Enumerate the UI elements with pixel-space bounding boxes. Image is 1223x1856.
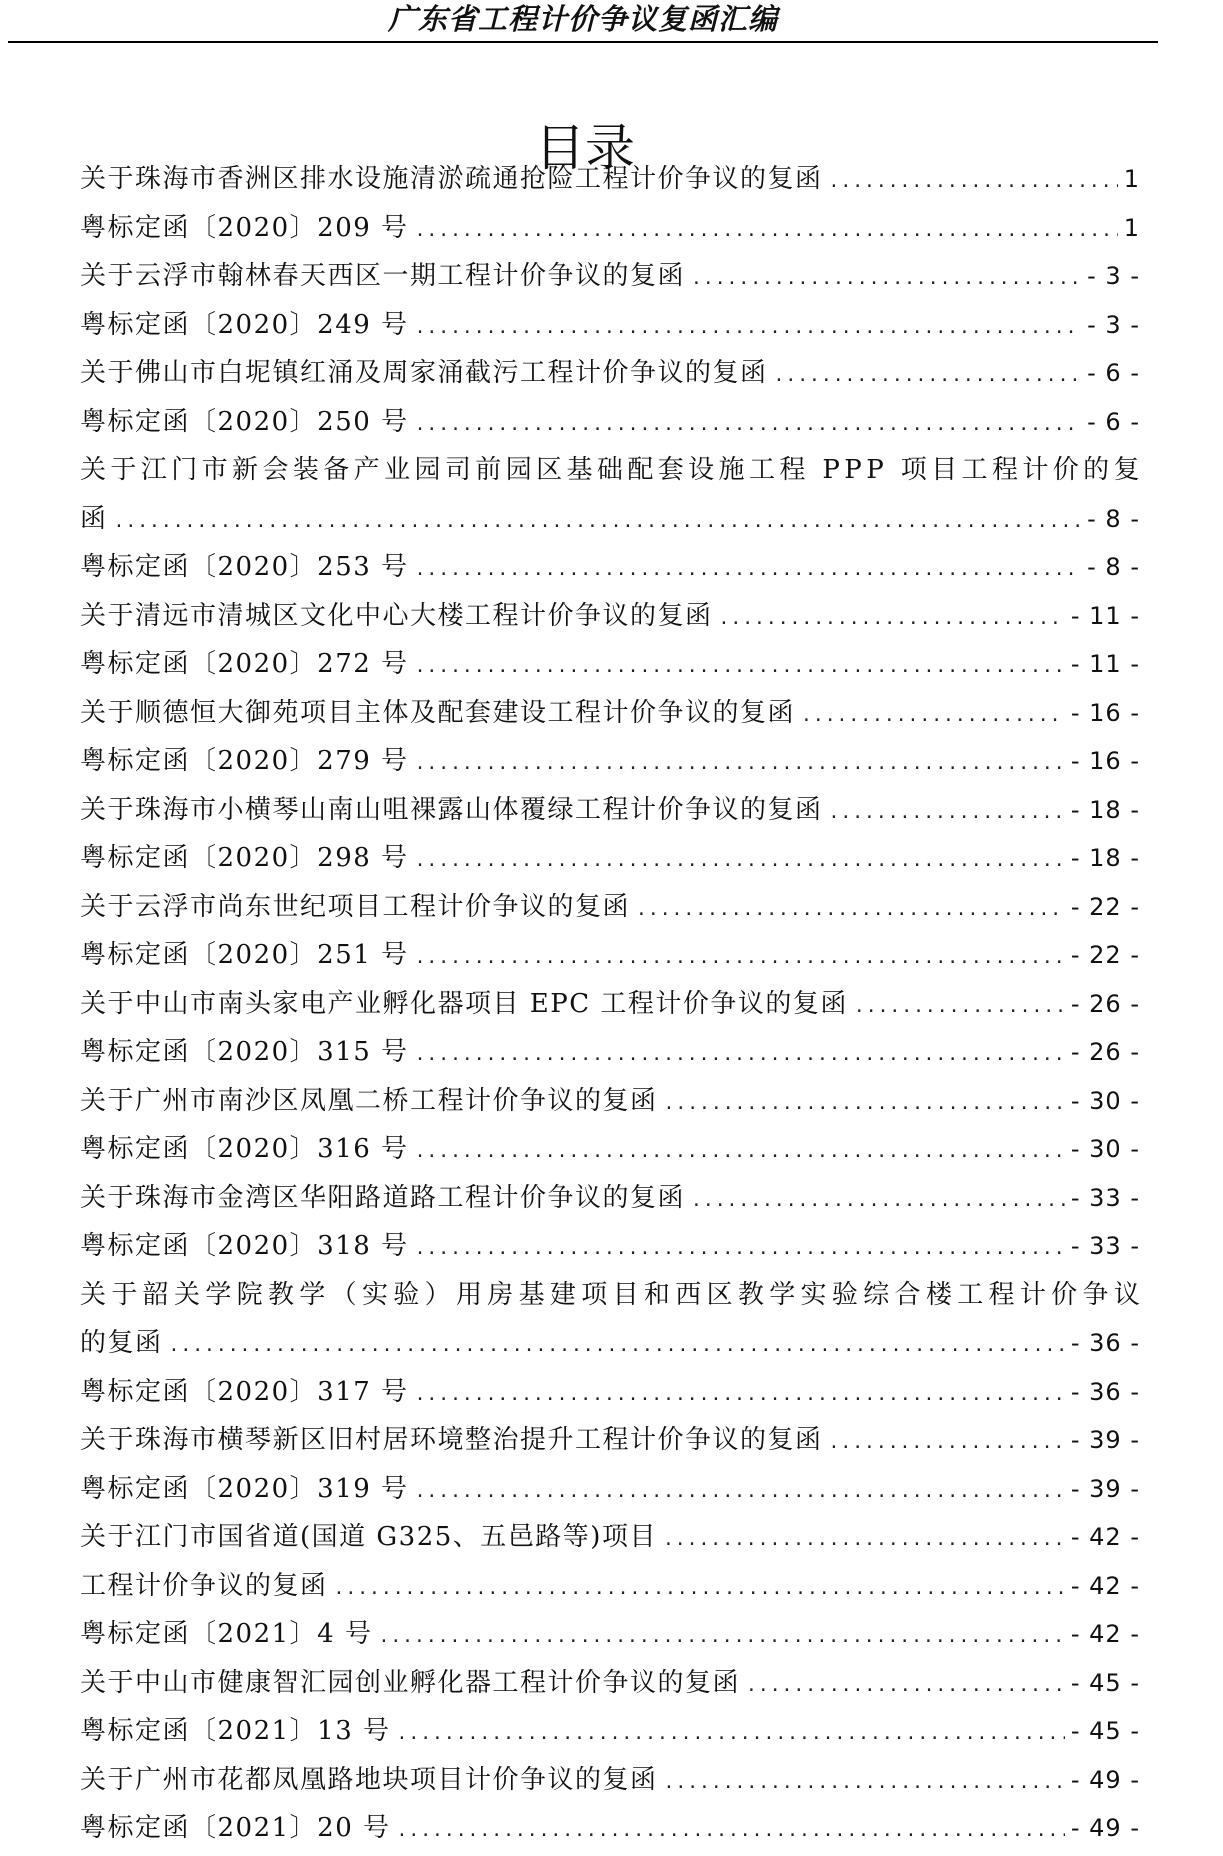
toc-entry-title: 关于珠海市金湾区华阳路道路工程计价争议的复函 (80, 1182, 686, 1213)
toc-entry[interactable] (80, 834, 1140, 883)
toc-dot-leader (397, 1710, 1065, 1759)
toc-entry[interactable] (80, 1756, 1140, 1805)
toc-entry-title: 粤标定函〔2020〕249 号 (80, 309, 409, 340)
toc-entry-title: 关于广州市南沙区凤凰二桥工程计价争议的复函 (80, 1085, 658, 1116)
toc-entry[interactable] (80, 301, 1140, 350)
toc-entry-title: 粤标定函〔2020〕253 号 (80, 552, 409, 582)
toc-entry-title: 粤标定函〔2020〕318 号 (80, 1231, 409, 1261)
toc-entry[interactable] (80, 1562, 1140, 1611)
toc-dot-leader (774, 352, 1082, 401)
toc-entry-title: 关 于 江 门 市 新 会 装 备 产 业 园 司 前 园 区 基 础 配 套 设 施 工 程 P P P 项 目 工 程 计 价 的 复 (80, 455, 1140, 485)
toc-page-number: - 33 - (1070, 1232, 1140, 1260)
toc-page-number: - 39 - (1070, 1474, 1140, 1503)
toc-page-number: - 36 - (1070, 1329, 1140, 1357)
toc-page-number: - 22 - (1070, 892, 1140, 921)
toc-dot-leader (829, 1419, 1065, 1468)
toc-entry-title: 关于佛山市白坭镇红涌及周家涌截污工程计价争议的复函 (80, 358, 768, 388)
toc-entry-title: 关于中山市南头家电产业孵化器项目 EPC 工程计价争议的复函 (80, 988, 848, 1019)
toc-entry[interactable] (80, 1174, 1140, 1223)
toc-entry-title: 粤标定函〔2020〕316 号 (80, 1134, 409, 1164)
toc-page-number: - 18 - (1070, 844, 1140, 872)
toc-page-number: - 6 - (1087, 407, 1140, 436)
toc-dot-leader (829, 158, 1118, 207)
toc-entry-title: 粤标定函〔2020〕319 号 (80, 1473, 409, 1504)
toc-entry-title: 关于广州市花都凤凰路地块项目计价争议的复函 (80, 1764, 658, 1795)
toc-page-number: - 8 - (1087, 504, 1140, 533)
toc-entry[interactable] (80, 1319, 1140, 1368)
toc-dot-leader (415, 1468, 1065, 1517)
toc-dot-leader (334, 1565, 1065, 1614)
toc-entry[interactable] (80, 980, 1140, 1029)
toc-dot-leader (415, 934, 1065, 983)
toc-dot-leader (691, 1177, 1065, 1226)
toc-dot-leader (415, 1225, 1065, 1274)
toc-entry-title: 粤标定函〔2020〕298 号 (80, 843, 409, 873)
toc-entry[interactable] (80, 446, 1140, 495)
toc-entry[interactable] (80, 1610, 1140, 1659)
toc-entry[interactable] (80, 495, 1140, 544)
toc-page-number: - 45 - (1070, 1668, 1140, 1697)
toc-page-number: - 45 - (1070, 1717, 1140, 1745)
toc-dot-leader (415, 837, 1065, 886)
toc-entry[interactable] (80, 883, 1140, 932)
toc-dot-leader (415, 304, 1082, 353)
toc-dot-leader (378, 1613, 1064, 1662)
toc-dot-leader (636, 886, 1065, 935)
toc-entry[interactable] (80, 349, 1140, 398)
toc-entry-title: 工程计价争议的复函 (80, 1570, 328, 1601)
toc-page-number: - 26 - (1070, 989, 1140, 1018)
toc-entry[interactable] (80, 1804, 1140, 1853)
toc-dot-leader (415, 643, 1065, 692)
toc-entry[interactable] (80, 1513, 1140, 1562)
toc-entry-title: 关于顺德恒大御苑项目主体及配套建设工程计价争议的复函 (80, 697, 796, 728)
toc-entry[interactable] (80, 689, 1140, 738)
toc-page-number: - 33 - (1070, 1183, 1140, 1212)
toc-page-number: - 36 - (1070, 1377, 1140, 1406)
toc-entry-title: 粤标定函〔2020〕251 号 (80, 940, 409, 970)
header-rule (8, 41, 1158, 43)
toc-page-number: - 16 - (1070, 698, 1140, 727)
toc-dot-leader (415, 546, 1082, 595)
toc-entry[interactable] (80, 204, 1140, 253)
toc-entry[interactable] (80, 1465, 1140, 1514)
toc-entry-title: 关于云浮市尚东世纪项目工程计价争议的复函 (80, 891, 631, 922)
toc-dot-leader (664, 1080, 1065, 1129)
toc-entry[interactable] (80, 931, 1140, 980)
toc-entry[interactable] (80, 786, 1140, 835)
toc-page-number: - 26 - (1070, 1038, 1140, 1066)
toc-entry-title: 粤标定函〔2021〕20 号 (80, 1813, 391, 1843)
toc-entry-title: 关于中山市健康智汇园创业孵化器工程计价争议的复函 (80, 1667, 741, 1698)
toc-dot-leader (663, 1516, 1065, 1565)
toc-entry-title: 粤标定函〔2020〕250 号 (80, 406, 409, 437)
toc-page-number: 1 (1123, 165, 1140, 193)
toc-dot-leader (397, 1807, 1065, 1856)
toc-entry-title: 关于江门市国省道(国道 G325、五邑路等)项目 (80, 1522, 657, 1552)
toc-entry-title: 粤标定函〔2020〕315 号 (80, 1037, 409, 1067)
toc-entry-title: 粤标定函〔2021〕4 号 (80, 1619, 373, 1649)
toc-page-number: - 39 - (1070, 1426, 1140, 1454)
toc-entry[interactable] (80, 1222, 1140, 1271)
toc-title: 目录 (535, 118, 635, 177)
toc-page-number: - 16 - (1070, 747, 1140, 775)
toc-entry[interactable] (80, 1125, 1140, 1174)
toc-entry[interactable] (80, 1028, 1140, 1077)
toc-entry-title: 关于清远市清城区文化中心大楼工程计价争议的复函 (80, 600, 713, 631)
toc-dot-leader (415, 401, 1082, 450)
toc-page-number: - 18 - (1070, 795, 1140, 824)
toc-entry[interactable] (80, 592, 1140, 641)
toc-dot-leader (415, 1128, 1065, 1177)
toc-entry[interactable] (80, 737, 1140, 786)
toc-entry[interactable] (80, 252, 1140, 301)
toc-page-number: - 30 - (1070, 1135, 1140, 1163)
toc-entry[interactable] (80, 155, 1140, 204)
toc-entry-title: 的复函 (80, 1328, 163, 1358)
toc-entry[interactable] (80, 1707, 1140, 1756)
toc-dot-leader (415, 740, 1065, 789)
toc-entry[interactable] (80, 398, 1140, 447)
toc-page-number: - 49 - (1070, 1814, 1140, 1842)
toc-dot-leader (169, 1322, 1065, 1371)
toc-dot-leader (415, 207, 1118, 256)
toc-entry-title: 函 (80, 503, 108, 534)
toc-entry-title: 关于云浮市翰林春天西区一期工程计价争议的复函 (80, 261, 686, 291)
toc-dot-leader (114, 498, 1082, 547)
toc-page-number: - 30 - (1070, 1086, 1140, 1115)
toc-page-number: - 49 - (1070, 1765, 1140, 1794)
toc-dot-leader (415, 1371, 1065, 1420)
table-of-contents (80, 155, 1140, 1853)
toc-dot-leader (691, 255, 1081, 304)
toc-entry[interactable] (80, 543, 1140, 592)
toc-page-number: - 6 - (1087, 359, 1140, 387)
toc-page-number: - 42 - (1070, 1571, 1140, 1600)
toc-entry[interactable] (80, 1271, 1140, 1320)
toc-page-number: - 3 - (1087, 310, 1140, 339)
toc-dot-leader (829, 789, 1065, 838)
toc-page-number: - 42 - (1070, 1523, 1140, 1551)
toc-dot-leader (415, 1031, 1065, 1080)
toc-dot-leader (801, 692, 1065, 741)
toc-entry-title: 关于珠海市横琴新区旧村居环境整治提升工程计价争议的复函 (80, 1425, 823, 1455)
toc-entry-title: 粤标定函〔2020〕279 号 (80, 746, 409, 776)
toc-entry[interactable] (80, 1368, 1140, 1417)
toc-page-number: - 11 - (1070, 601, 1140, 630)
toc-entry-title: 关 于 韶 关 学 院 教 学 （ 实 验 ） 用 房 基 建 项 目 和 西 区 教 学 实 验 综 合 楼 工 程 计 价 争 议 (80, 1279, 1140, 1310)
toc-dot-leader (719, 595, 1065, 644)
toc-page-number: - 42 - (1070, 1620, 1140, 1648)
toc-dot-leader (746, 1662, 1065, 1711)
toc-dot-leader (854, 983, 1065, 1032)
toc-dot-leader (664, 1759, 1065, 1808)
toc-page-number: - 22 - (1070, 941, 1140, 969)
toc-page-number: - 3 - (1087, 262, 1140, 290)
toc-page-number: - 8 - (1087, 553, 1140, 581)
toc-entry-title: 粤标定函〔2020〕209 号 (80, 212, 409, 243)
toc-entry[interactable] (80, 1416, 1140, 1465)
running-header: 广东省工程计价争议复函汇编 (387, 2, 778, 36)
toc-entry-title: 关于珠海市小横琴山南山咀裸露山体覆绿工程计价争议的复函 (80, 794, 823, 825)
toc-entry-title: 粤标定函〔2020〕272 号 (80, 649, 409, 679)
toc-page-number: - 11 - (1070, 650, 1140, 678)
toc-entry[interactable] (80, 640, 1140, 689)
toc-entry-title: 粤标定函〔2020〕317 号 (80, 1376, 409, 1407)
toc-entry[interactable] (80, 1659, 1140, 1708)
toc-page-number: 1 (1123, 213, 1140, 242)
toc-entry[interactable] (80, 1077, 1140, 1126)
toc-entry-title: 粤标定函〔2021〕13 号 (80, 1716, 391, 1746)
toc-entry-title: 关于珠海市香洲区排水设施清淤疏通抢险工程计价争议的复函 (80, 164, 823, 194)
